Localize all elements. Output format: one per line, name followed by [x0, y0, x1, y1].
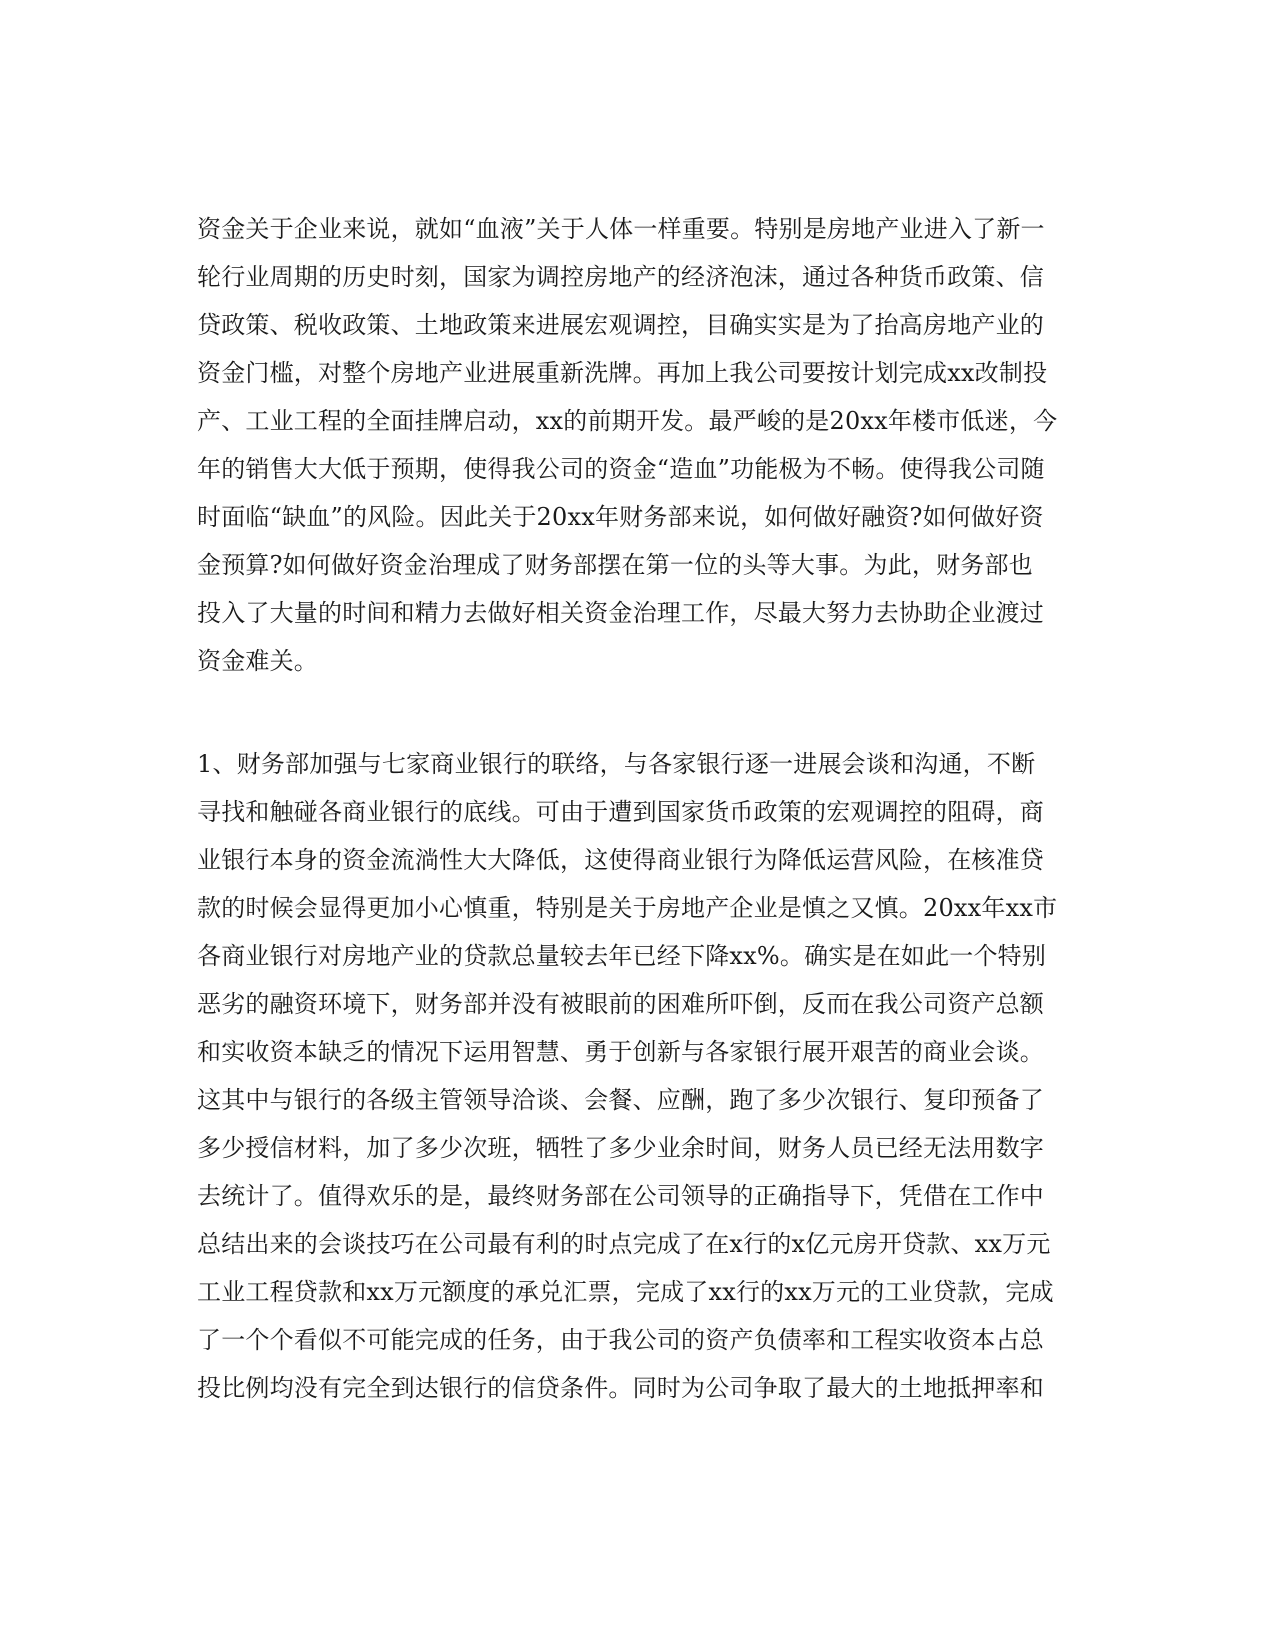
paragraph-line: 资金门槛，对整个房地产业进展重新洗牌。再加上我公司要按计划完成xx改制投: [197, 359, 1048, 387]
paragraph-line: 产、工业工程的全面挂牌启动，xx的前期开发。最严峻的是20xx年楼市低迷，今: [197, 407, 1058, 435]
paragraph-line: 贷政策、税收政策、土地政策来进展宏观调控，目确实实是为了抬高房地产业的: [197, 311, 1044, 339]
paragraph-line: 各商业银行对房地产业的贷款总量较去年已经下降xx%。确实是在如此一个特别: [197, 942, 1047, 970]
paragraph-line: 和实收资本缺乏的情况下运用智慧、勇于创新与各家银行展开艰苦的商业会谈。: [197, 1038, 1044, 1066]
paragraph-line: 寻找和触碰各商业银行的底线。可由于遭到国家货币政策的宏观调控的阻碍，商: [197, 798, 1044, 826]
paragraph-financing: [197, 740, 1077, 1412]
paragraph-line: 款的时候会显得更加小心慎重，特别是关于房地产企业是慎之又慎。20xx年xx市: [197, 894, 1058, 922]
paragraph-line: 轮行业周期的历史时刻，国家为调控房地产的经济泡沫，通过各种货币政策、信: [197, 263, 1044, 291]
paragraph-line: 总结出来的会谈技巧在公司最有利的时点完成了在x行的x亿元房开贷款、xx万元: [197, 1230, 1051, 1258]
paragraph-line: 资金难关。: [197, 647, 318, 675]
paragraph-line: 去统计了。值得欢乐的是，最终财务部在公司领导的正确指导下，凭借在工作中: [197, 1182, 1044, 1210]
paragraph-line: 投入了大量的时间和精力去做好相关资金治理工作，尽最大努力去协助企业渡过: [197, 599, 1044, 627]
paragraph-line: 了一个个看似不可能完成的任务，由于我公司的资产负债率和工程实收资本占总: [197, 1326, 1044, 1354]
paragraph-line: 时面临“缺血”的风险。因此关于20xx年财务部来说，如何做好融资?如何做好资: [197, 503, 1044, 531]
paragraph-line: 金预算?如何做好资金治理成了财务部摆在第一位的头等大事。为此，财务部也: [197, 551, 1033, 579]
paragraph-line: 工业工程贷款和xx万元额度的承兑汇票，完成了xx行的xx万元的工业贷款，完成: [197, 1278, 1054, 1306]
paragraph-line: 资金关于企业来说，就如“血液”关于人体一样重要。特别是房地产业进入了新一: [197, 215, 1045, 243]
paragraph-intro: [197, 205, 1077, 685]
paragraph-line: 多少授信材料，加了多少次班，牺牲了多少业余时间，财务人员已经无法用数字: [197, 1134, 1044, 1162]
paragraph-line: 恶劣的融资环境下，财务部并没有被眼前的困难所吓倒，反而在我公司资产总额: [197, 990, 1044, 1018]
paragraph-line: 业银行本身的资金流淌性大大降低，这使得商业银行为降低运营风险，在核准贷: [197, 846, 1044, 874]
paragraph-line: 投比例均没有完全到达银行的信贷条件。同时为公司争取了最大的土地抵押率和: [197, 1374, 1044, 1402]
paragraph-line: 1、财务部加强与七家商业银行的联络，与各家银行逐一进展会谈和沟通，不断: [197, 750, 1036, 778]
paragraph-line: 年的销售大大低于预期，使得我公司的资金“造血”功能极为不畅。使得我公司随: [197, 455, 1045, 483]
paragraph-line: 这其中与银行的各级主管领导洽谈、会餐、应酬，跑了多少次银行、复印预备了: [197, 1086, 1044, 1114]
